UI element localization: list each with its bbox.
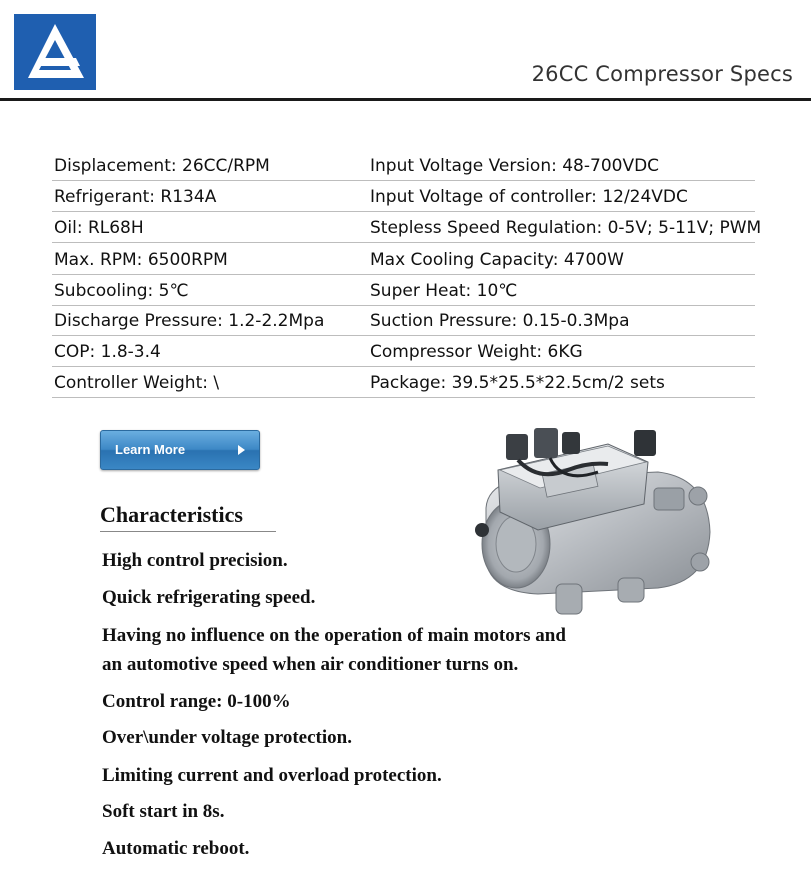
feature-item: Soft start in 8s. [102,801,225,822]
play-arrow-icon [238,445,245,455]
spec-label-right: Suction Pressure: 0.15-0.3Mpa [370,311,630,331]
spec-label-right: Package: 39.5*25.5*22.5cm/2 sets [370,373,665,393]
spec-label-right: Input Voltage of controller: 12/24VDC [370,187,688,207]
feature-item: Automatic reboot. [102,838,250,859]
spec-row [52,212,762,243]
brand-logo [14,14,96,90]
spec-row [52,181,755,212]
page-title: 26CC Compressor Specs [531,62,793,86]
feature-item: Control range: 0-100% [102,691,291,712]
spec-row [52,150,755,181]
feature-item: Over\under voltage protection. [102,727,352,748]
spec-label-left: Discharge Pressure: 1.2-2.2Mpa [54,311,325,331]
spec-row [52,336,755,367]
learn-more-button[interactable] [100,430,260,470]
feature-item: Having no influence on the operation of main motors and [102,625,566,646]
spec-row [52,244,755,275]
spec-label-left: COP: 1.8-3.4 [54,342,161,362]
spec-label-left: Refrigerant: R134A [54,187,217,207]
spec-label-right: Compressor Weight: 6KG [370,342,583,362]
feature-item: High control precision. [102,550,288,571]
spec-label-left: Oil: RL68H [54,218,144,238]
spec-row [52,367,755,398]
spec-label-right: Max Cooling Capacity: 4700W [370,250,624,270]
characteristics-heading: Characteristics [100,502,243,527]
spec-label-left: Max. RPM: 6500RPM [54,250,228,270]
compressor-image [458,412,720,618]
spec-label-left: Displacement: 26CC/RPM [54,156,270,176]
header-divider [0,98,811,101]
feature-item: Quick refrigerating speed. [102,587,316,608]
feature-item: Limiting current and overload protection. [102,765,442,786]
spec-label-right: Stepless Speed Regulation: 0-5V; 5-11V; PWM [370,218,762,238]
spec-label-right: Input Voltage Version: 48-700VDC [370,156,660,176]
spec-row [52,305,755,336]
spec-label-left: Controller Weight: \ [54,373,220,393]
learn-more-label: Learn More [115,442,186,457]
spec-row [52,275,755,306]
spec-label-left: Subcooling: 5℃ [54,281,189,301]
feature-item: an automotive speed when air conditioner turns on. [102,654,519,675]
heading-underline [100,531,276,532]
spec-label-right: Super Heat: 10℃ [370,281,518,301]
